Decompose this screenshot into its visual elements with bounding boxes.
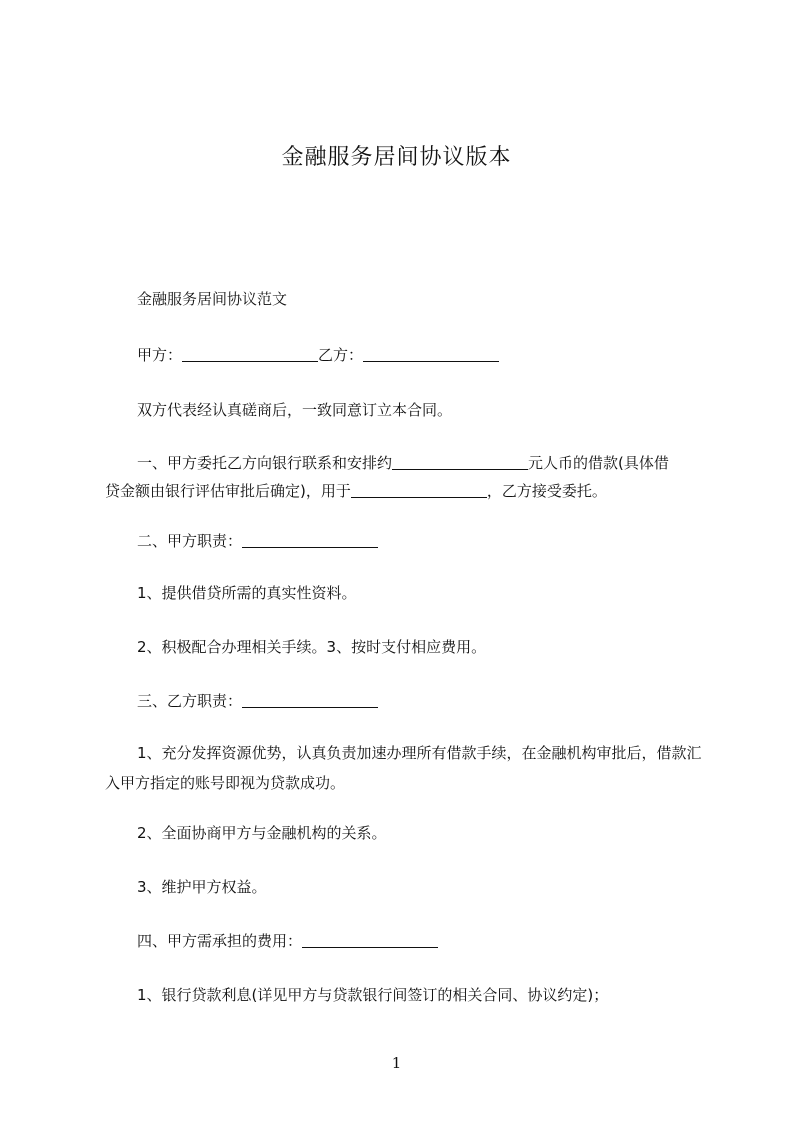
section-3-label: 三、乙方职责： — [137, 692, 243, 710]
amount-blank[interactable] — [392, 455, 528, 470]
section-3-heading — [137, 686, 378, 716]
intro-text: 双方代表经认真磋商后，一致同意订立本合同。 — [137, 401, 453, 419]
section-4-blank[interactable] — [302, 933, 438, 948]
section-2-heading — [137, 526, 378, 556]
section-3-item-2: 2、全面协商甲方与金融机构的关系。 — [137, 824, 387, 842]
section-2-items-2-3: 2、积极配合办理相关手续。3、按时支付相应费用。 — [137, 638, 487, 656]
party-a-blank[interactable] — [182, 347, 318, 362]
section-2-blank[interactable] — [242, 533, 378, 548]
page-number: 1 — [391, 1054, 402, 1072]
section-3-item-3: 3、维护甲方权益。 — [137, 878, 267, 896]
section-3-blank[interactable] — [242, 693, 378, 708]
party-a-label: 甲方： — [137, 346, 183, 364]
party-b-label: 乙方： — [318, 346, 364, 364]
parties-line — [137, 340, 499, 370]
section-2-label: 二、甲方职责： — [137, 532, 243, 550]
clause-1-text-c: 贷金额由银行评估审批后确定)，用于 — [105, 482, 351, 500]
section-2-item-1: 1、提供借贷所需的真实性资料。 — [137, 584, 357, 602]
clause-1-line-2 — [105, 476, 607, 506]
clause-1-text-d: ，乙方接受委托。 — [486, 482, 607, 500]
party-b-blank[interactable] — [363, 347, 499, 362]
section-4-heading — [137, 926, 438, 956]
section-3-item-1: 1、充分发挥资源优势，认真负责加速办理所有借款手续，在金融机构审批后，借款汇入甲方指定的账号即视为贷款成功。 — [105, 744, 702, 792]
document-title: 金融服务居间协议版本 — [281, 145, 512, 170]
section-4-item-1: 1、银行贷款利息(详见甲方与贷款银行间签订的相关合同、协议约定)； — [137, 986, 609, 1004]
clause-1-text-b: 元人币的借款(具体借 — [528, 454, 669, 472]
purpose-blank[interactable] — [351, 483, 487, 498]
clause-1-text-a: 一、甲方委托乙方向银行联系和安排约 — [137, 454, 393, 472]
document-subtitle: 金融服务居间协议范文 — [137, 290, 288, 308]
clause-1-line-1 — [137, 448, 669, 478]
section-4-label: 四、甲方需承担的费用： — [137, 932, 303, 950]
